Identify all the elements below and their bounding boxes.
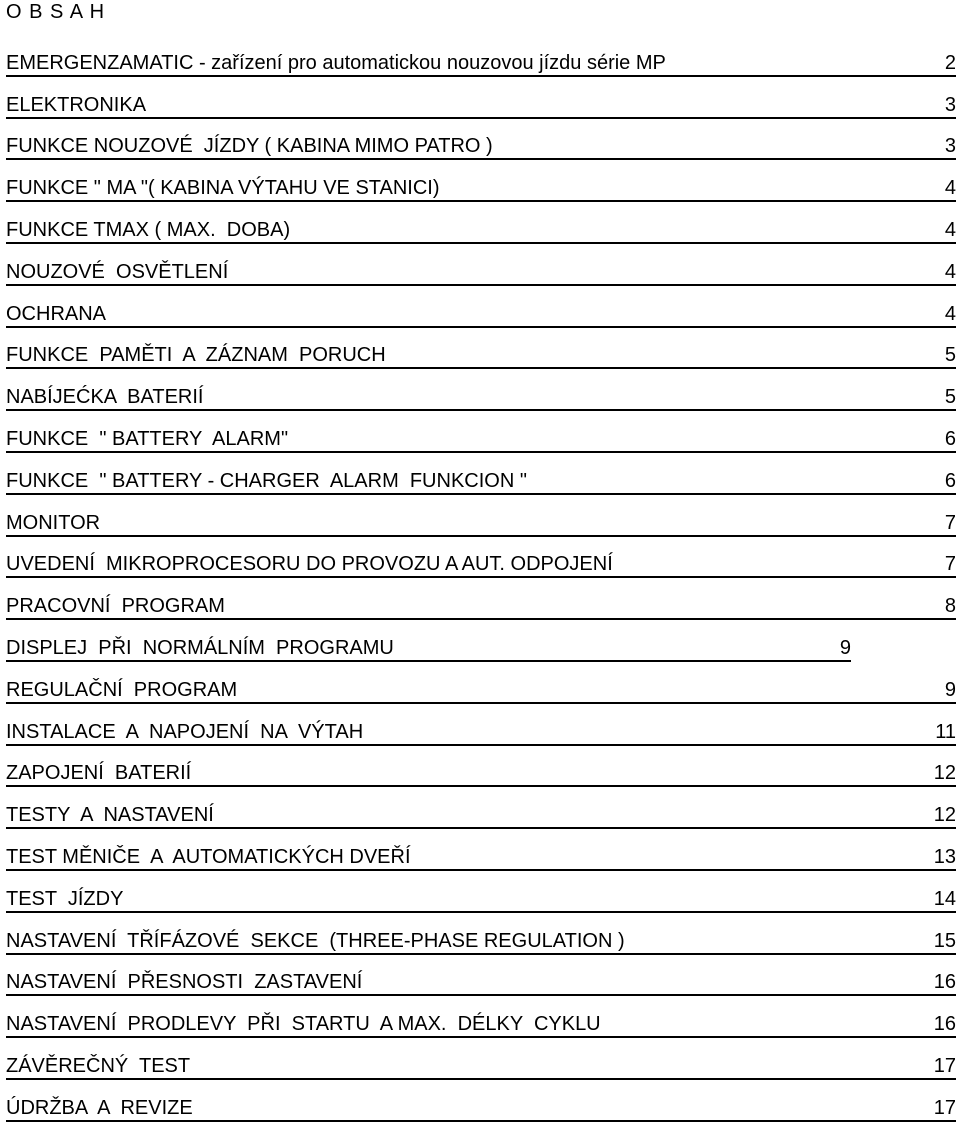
toc-entry — [6, 498, 956, 540]
toc-entry-label: UVEDENÍ MIKROPROCESORU DO PROVOZU A AUT. ODPOJENÍ — [6, 553, 613, 576]
toc-entry — [6, 916, 956, 958]
toc-entry — [6, 749, 956, 791]
underline-rule — [6, 953, 956, 955]
underline-rule — [6, 1036, 956, 1038]
toc-entry — [6, 665, 956, 707]
toc-entry — [6, 289, 956, 331]
toc-entry-label: NASTAVENÍ PRODLEVY PŘI STARTU A MAX. DÉLKY CYKLU — [6, 1013, 601, 1036]
toc-entry-page: 11 — [935, 720, 956, 743]
toc-entry-page: 16 — [933, 971, 956, 994]
toc-entry-page: 4 — [944, 177, 956, 200]
toc-entry-label: DISPLEJ PŘI NORMÁLNÍM PROGRAMU — [6, 636, 394, 659]
underline-rule — [6, 451, 956, 453]
toc-entry-page: 4 — [944, 302, 956, 325]
toc-entry-page: 8 — [944, 595, 956, 618]
underline-rule — [6, 994, 956, 996]
toc-entry-page: 12 — [933, 804, 956, 827]
toc-entry-page: 2 — [944, 51, 956, 74]
toc-entry-page: 7 — [944, 553, 956, 576]
toc-entry — [6, 707, 956, 749]
toc-entry-label: NOUZOVÉ OSVĚTLENÍ — [6, 260, 229, 283]
toc-entry-label: FUNKCE " BATTERY ALARM" — [6, 427, 289, 450]
table-of-contents — [6, 38, 956, 1125]
page-title: O B S A H — [6, 1, 106, 23]
toc-entry-page: 3 — [944, 135, 956, 158]
toc-entry — [6, 38, 956, 80]
toc-entry-label: NASTAVENÍ PŘESNOSTI ZASTAVENÍ — [6, 971, 363, 994]
underline-rule — [6, 1078, 956, 1080]
toc-entry-label: TESTY A NASTAVENÍ — [6, 804, 214, 827]
underline-rule — [6, 744, 956, 746]
toc-entry — [6, 999, 956, 1041]
toc-entry — [6, 247, 956, 289]
toc-entry-page: 15 — [933, 929, 956, 952]
underline-rule — [6, 1120, 956, 1122]
toc-entry-page: 14 — [933, 887, 956, 910]
toc-entry — [6, 122, 956, 164]
underline-rule — [6, 242, 956, 244]
underline-rule — [6, 911, 956, 913]
underline-rule — [6, 576, 956, 578]
toc-entry-page: 5 — [944, 386, 956, 409]
toc-entry — [6, 581, 956, 623]
toc-entry — [6, 1083, 956, 1125]
toc-entry-label: MONITOR — [6, 511, 101, 534]
underline-rule — [6, 409, 956, 411]
toc-entry-page: 9 — [944, 678, 956, 701]
underline-rule — [6, 535, 956, 537]
toc-entry — [6, 331, 956, 373]
toc-entry — [6, 623, 956, 665]
toc-entry-label: NASTAVENÍ TŘÍFÁZOVÉ SEKCE (THREE-PHASE REGULATION ) — [6, 929, 625, 952]
toc-entry-label: FUNKCE PAMĚTI A ZÁZNAM PORUCH — [6, 344, 386, 367]
toc-entry-label: ÚDRŽBA A REVIZE — [6, 1096, 193, 1119]
toc-entry-page: 6 — [944, 469, 956, 492]
toc-entry-page: 13 — [933, 845, 956, 868]
toc-entry — [6, 874, 956, 916]
toc-entry-label: OCHRANA — [6, 302, 107, 325]
underline-rule — [6, 827, 956, 829]
underline-rule — [6, 117, 956, 119]
toc-entry — [6, 540, 956, 582]
toc-entry — [6, 163, 956, 205]
toc-entry-page: 12 — [933, 762, 956, 785]
toc-entry-page: 5 — [944, 344, 956, 367]
toc-entry-page: 17 — [933, 1096, 956, 1119]
toc-entry-label: FUNKCE " MA "( KABINA VÝTAHU VE STANICI) — [6, 177, 440, 200]
toc-entry-label: INSTALACE A NAPOJENÍ NA VÝTAH — [6, 720, 364, 743]
toc-entry-page: 7 — [944, 511, 956, 534]
toc-entry — [6, 372, 956, 414]
toc-entry-page: 4 — [944, 218, 956, 241]
toc-entry-label: TEST JÍZDY — [6, 887, 124, 910]
underline-rule — [6, 326, 956, 328]
toc-entry-label: PRACOVNÍ PROGRAM — [6, 595, 225, 618]
underline-rule — [6, 284, 956, 286]
toc-entry — [6, 1041, 956, 1083]
toc-entry-page: 16 — [933, 1013, 956, 1036]
toc-entry — [6, 456, 956, 498]
toc-entry-label: REGULAČNÍ PROGRAM — [6, 678, 238, 701]
underline-rule — [6, 869, 956, 871]
underline-rule — [6, 367, 956, 369]
toc-entry — [6, 832, 956, 874]
toc-entry-page: 4 — [944, 260, 956, 283]
toc-entry — [6, 414, 956, 456]
toc-entry-label: ZÁVĚREČNÝ TEST — [6, 1054, 191, 1077]
underline-rule — [6, 785, 956, 787]
underline-rule — [6, 75, 956, 77]
toc-entry-page: 6 — [944, 427, 956, 450]
underline-rule — [6, 702, 956, 704]
underline-rule — [6, 158, 956, 160]
toc-entry — [6, 80, 956, 122]
toc-entry-label: NABÍJEĆKA BATERIÍ — [6, 386, 204, 409]
toc-entry-label: ZAPOJENÍ BATERIÍ — [6, 762, 192, 785]
toc-entry-label: FUNKCE NOUZOVÉ JÍZDY ( KABINA MIMO PATRO ) — [6, 135, 493, 158]
toc-entry — [6, 958, 956, 1000]
toc-entry-label: FUNKCE " BATTERY - CHARGER ALARM FUNKCION " — [6, 469, 527, 492]
toc-entry-label: EMERGENZAMATIC - zařízení pro automatickou nouzovou jízdu série MP — [6, 51, 666, 74]
underline-rule — [6, 200, 956, 202]
toc-entry — [6, 790, 956, 832]
underline-rule — [6, 493, 956, 495]
toc-entry-page: 17 — [933, 1054, 956, 1077]
toc-entry-label: TEST MĚNIČE A AUTOMATICKÝCH DVEŘÍ — [6, 845, 411, 868]
toc-entry — [6, 205, 956, 247]
underline-rule — [6, 618, 956, 620]
underline-rule — [6, 660, 851, 662]
toc-entry-label: FUNKCE TMAX ( MAX. DOBA) — [6, 218, 291, 241]
toc-entry-page: 3 — [944, 93, 956, 116]
toc-entry-page: 9 — [839, 636, 851, 659]
toc-entry-label: ELEKTRONIKA — [6, 93, 147, 116]
